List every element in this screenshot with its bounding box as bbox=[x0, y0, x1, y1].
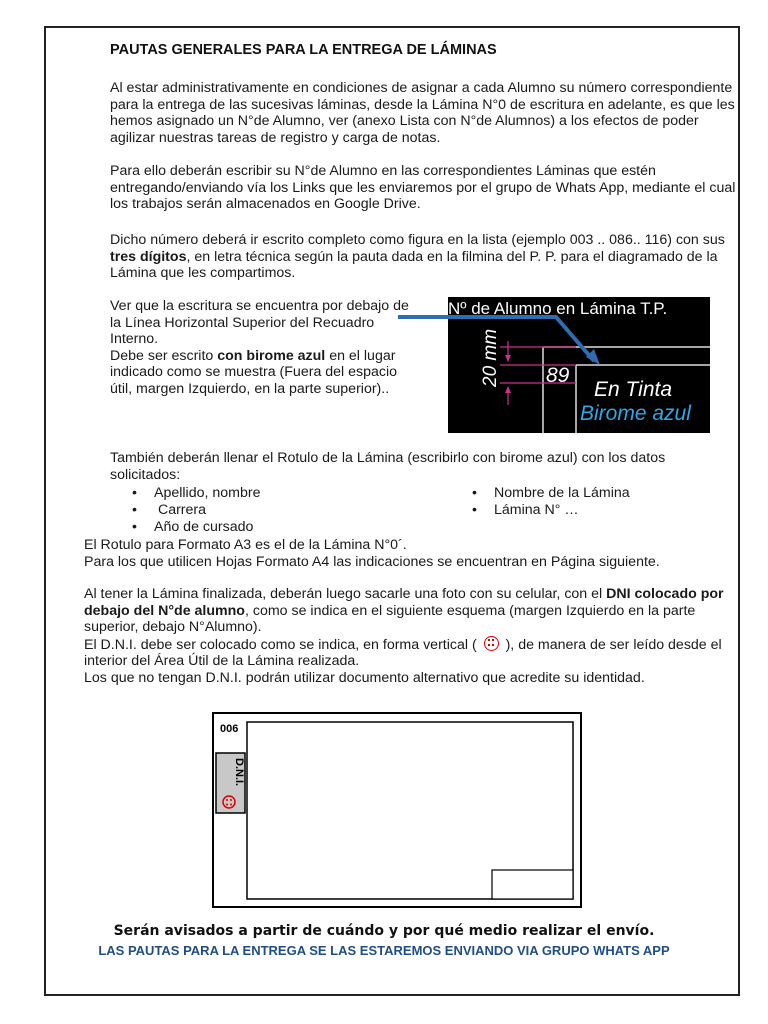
bullet-item: • Nombre de la Lámina bbox=[472, 485, 630, 501]
bullet-text: Apellido, nombre bbox=[154, 485, 261, 501]
orientation-icon bbox=[484, 636, 499, 651]
para3-text-a: Dicho número deberá ir escrito completo como figura en la lista (ejemplo 003 .. 086.. 116) con sus bbox=[110, 232, 725, 248]
para7-text-d2: ), de manera de ser leído desde el interior del Área Útil de la Lámina realizada. bbox=[84, 636, 722, 669]
bullet-item: • Apellido, nombre bbox=[132, 485, 261, 501]
dim-arrowhead-1 bbox=[505, 355, 511, 362]
ink-label: En Tinta bbox=[594, 378, 673, 401]
sheet-schematic bbox=[212, 712, 582, 908]
student-number-figure bbox=[448, 297, 710, 433]
para6-line-b: Para los que utilicen Hojas Formato A4 las indicaciones se encuentran en Página siguiente. bbox=[84, 553, 660, 570]
para7-bold: DNI colocado por debajo del N°de alumno bbox=[84, 586, 724, 619]
pointer-arrow-line bbox=[448, 317, 594, 361]
para7-line-a bbox=[84, 586, 734, 636]
dni-label: D.N.I. bbox=[233, 758, 245, 787]
para4-text-d: en el lugar indicado como se muestra (Fuera del espacio útil, margen Izquierdo, en la parte superior).. bbox=[110, 347, 398, 397]
title-block bbox=[492, 870, 573, 899]
bullet-text: Nombre de la Lámina bbox=[494, 485, 630, 501]
blue-pen-label: Birome azul bbox=[580, 402, 691, 425]
para7-text-c: , como se indica en el siguiente esquema (margen Izquierdo en la parte superior, debajo N°Alumno). bbox=[84, 602, 696, 635]
para4-line-b bbox=[110, 348, 410, 398]
paragraph-rotulo: También deberán llenar el Rotulo de la Lámina (escribirlo con birome azul) con los datos solicitados: bbox=[110, 450, 666, 483]
paragraph-links: Para ello deberán escribir su N°de Alumno en las correspondientes Láminas que estén entregando/enviando vía los Links que les enviaremos por el grupo de Whats App, mediante el cual los trabajos serán almacenados en Google Drive. bbox=[110, 163, 736, 212]
bullet-list-left bbox=[132, 485, 260, 536]
para7-line-d bbox=[84, 636, 734, 670]
paragraph-photo-dni bbox=[84, 586, 734, 686]
example-number: 89 bbox=[546, 364, 570, 387]
paragraph-formats bbox=[84, 537, 734, 570]
bullet-list-right bbox=[472, 485, 630, 519]
figure-header: Nº de Alumno en Lámina T.P. bbox=[448, 299, 668, 318]
bullet-item: • Lámina N° … bbox=[472, 502, 579, 518]
icon-dot bbox=[230, 799, 232, 801]
para3-bold: tres dígitos bbox=[110, 248, 187, 265]
dimension-label: 20 mm bbox=[480, 328, 501, 387]
footer-whatsapp-notice: LAS PAUTAS PARA LA ENTREGA SE LAS ESTAREMOS ENVIANDO VIA GRUPO WHATS APP bbox=[98, 943, 670, 958]
sheet-student-number: 006 bbox=[220, 723, 239, 735]
para4-line-a: Ver que la escritura se encuentra por debajo de la Línea Horizontal Superior del Recuadro Interno. bbox=[110, 298, 409, 347]
pointer-arrow-extension bbox=[398, 313, 450, 321]
para4-text-b: Debe ser escrito bbox=[110, 347, 218, 364]
paragraph-number-format bbox=[110, 232, 730, 282]
icon-dot bbox=[226, 799, 228, 801]
para7-line-e: Los que no tengan D.N.I. podrán utilizar documento alternativo que acredite su identidad. bbox=[84, 669, 645, 686]
para6-line-a: El Rotulo para Formato A3 es el de la Lámina N°0´. bbox=[84, 537, 407, 553]
page-title: PAUTAS GENERALES PARA LA ENTREGA DE LÁMINAS bbox=[110, 42, 497, 58]
icon-dot bbox=[230, 804, 232, 806]
para3-text-c: , en letra técnica según la pauta dada en la filmina del P. P. para el diagramado de la Lámina que les compartimos. bbox=[110, 248, 718, 281]
para7-text-a: Al tener la Lámina finalizada, deberán luego sacarle una foto con su celular, con el bbox=[84, 586, 607, 602]
student-number-diagram bbox=[448, 297, 710, 433]
para7-text-d1: El D.N.I. debe ser colocado como se indica, en forma vertical ( bbox=[84, 636, 481, 653]
sheet-schematic-diagram bbox=[214, 714, 580, 906]
paragraph-intro: Al estar administrativamente en condiciones de asignar a cada Alumno su número correspondiente para la entrega de las sucesivas láminas, desde la Lámina N°0 de escritura en adelante, es que les hemos asignado un N°de Alumno, ver (anexo Lista con N°de Alumnos) a los efectos de poder agilizar nuestras tareas de registro y carga de notas. bbox=[110, 80, 735, 146]
footer-notice: Serán avisados a partir de cuándo y por qué medio realizar el envío. bbox=[113, 923, 655, 939]
bullet-text: Lámina N° … bbox=[494, 502, 579, 518]
bullet-text: Carrera bbox=[154, 502, 207, 518]
paragraph-placement bbox=[110, 298, 410, 397]
icon-dot bbox=[226, 804, 228, 806]
bullet-item: • Carrera bbox=[132, 502, 207, 518]
dim-arrowhead-2 bbox=[505, 386, 511, 393]
para4-bold: con birome azul bbox=[217, 347, 326, 364]
bullet-item: • Año de cursado bbox=[132, 519, 254, 535]
bullet-text: Año de cursado bbox=[154, 519, 254, 535]
